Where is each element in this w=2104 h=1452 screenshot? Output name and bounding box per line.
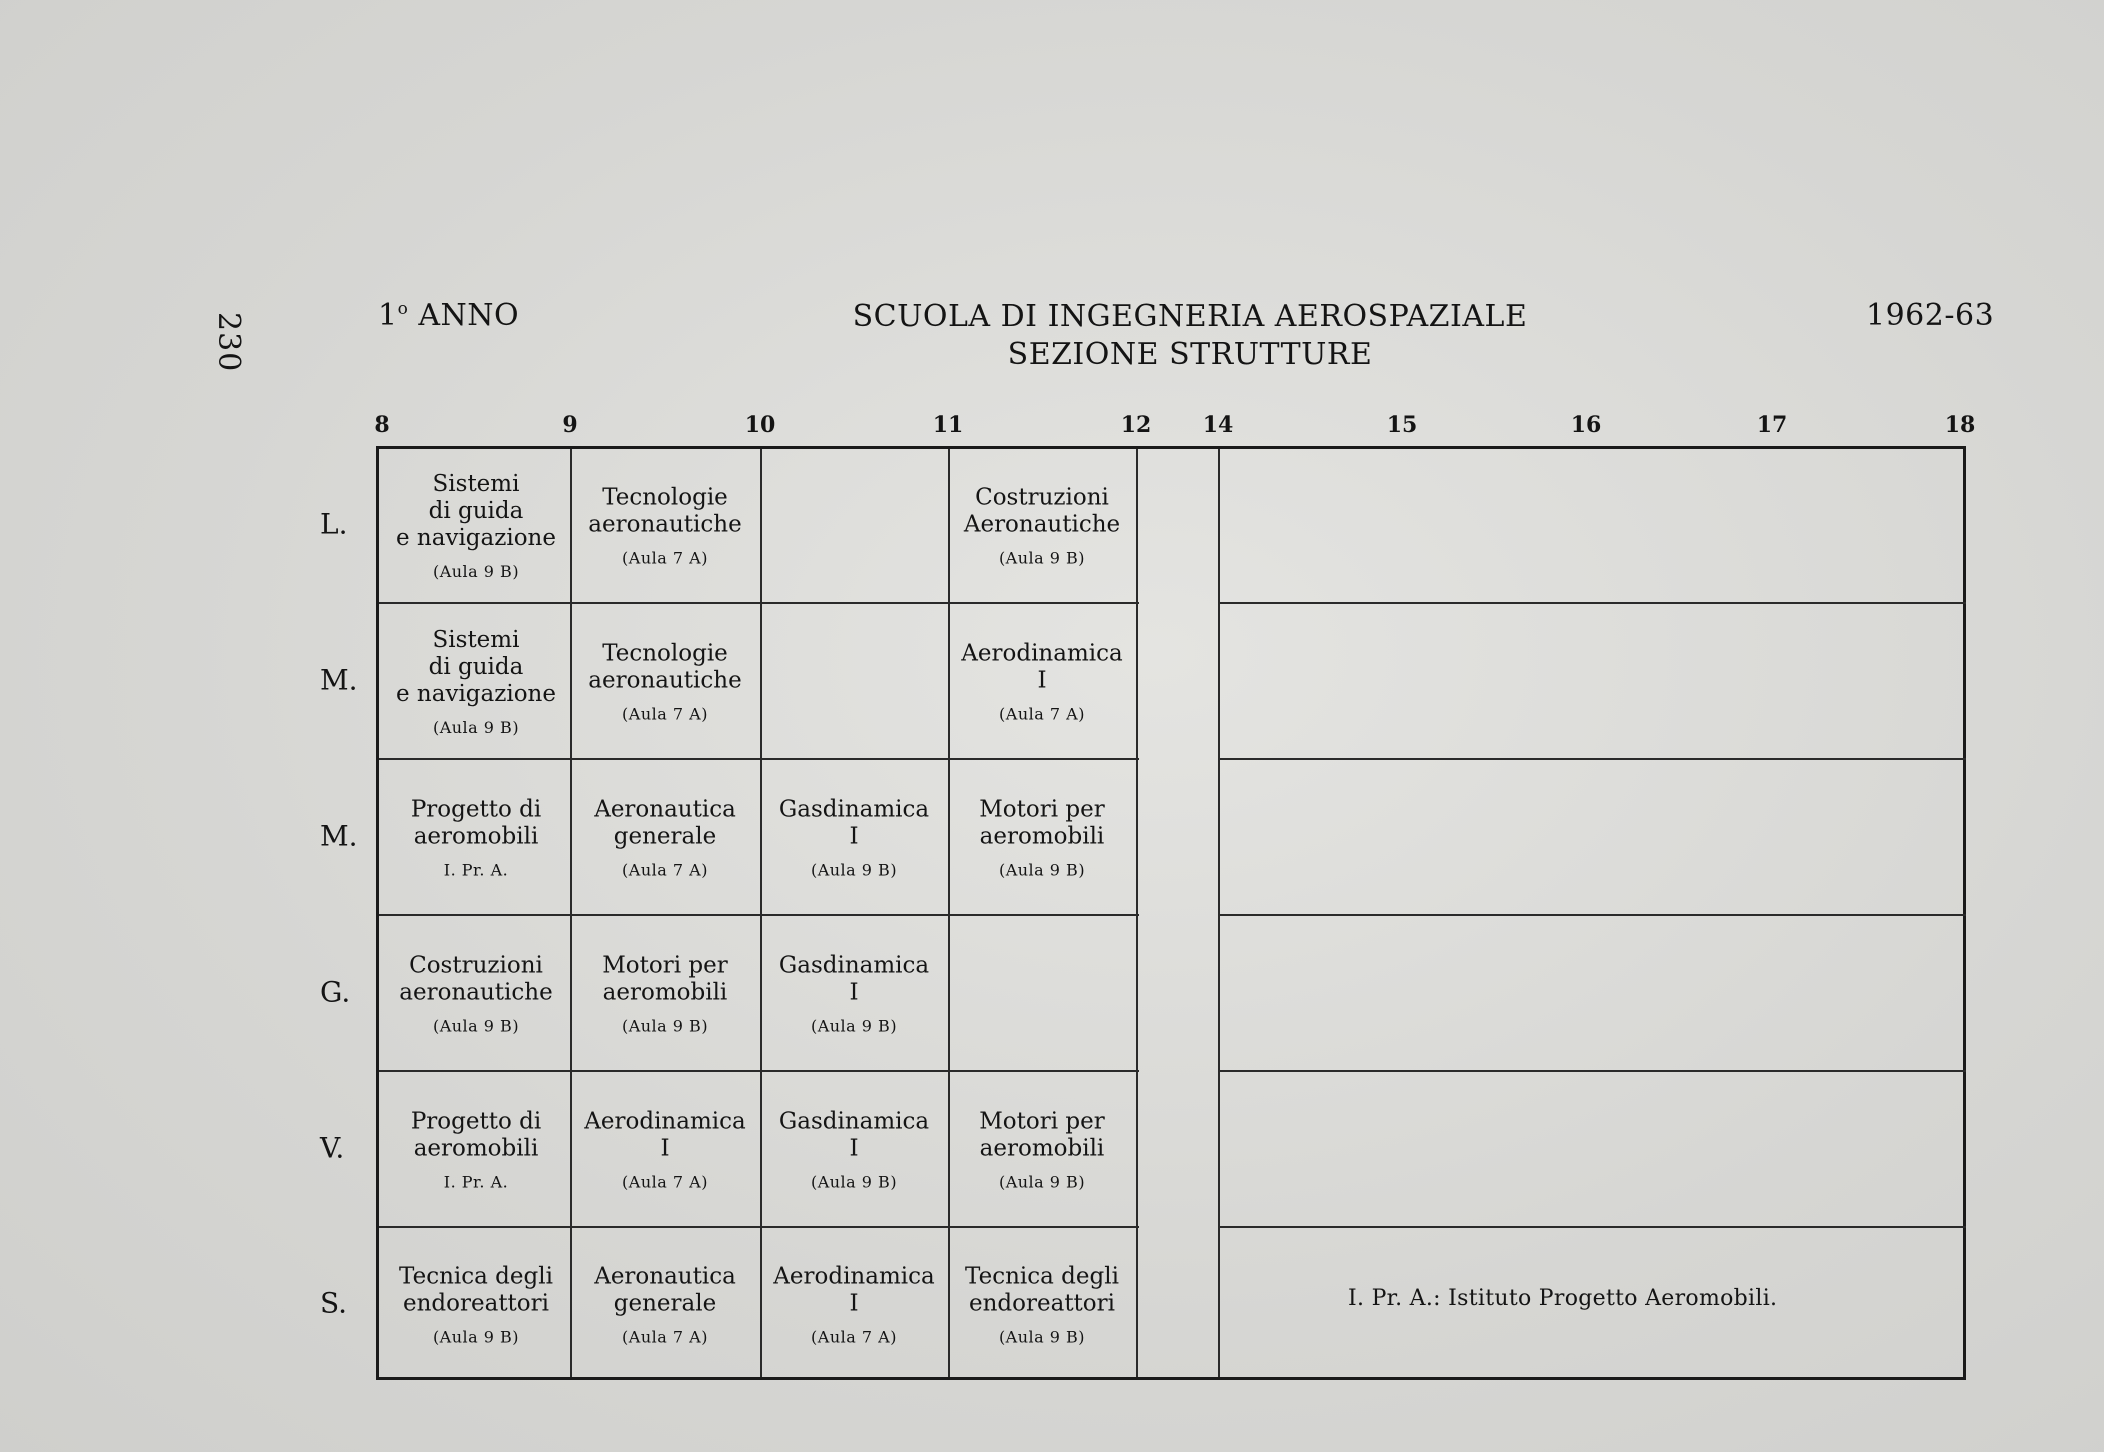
room-label: (Aula 9 B) [810,860,898,880]
hour-label: 18 [1944,412,1976,438]
course-name-line: Tecnologie [602,640,728,667]
course-cell [961,641,1122,728]
course-name-line: aeronautiche [588,667,742,694]
course-name-line: endoreattori [403,1290,549,1317]
course-name-line: di guida [428,498,524,524]
course-name-line: Costruzioni [409,952,543,979]
column-divider [570,449,572,1377]
day-label: V. [320,1131,345,1165]
room-label: (Aula 9 B) [432,1327,520,1347]
room-label: (Aula 7 A) [811,1327,897,1347]
column-divider [1218,449,1220,1377]
course-cell [399,1264,553,1351]
row-divider [379,1070,1139,1072]
course-cell [773,1264,934,1351]
room-label: I. Pr. A. [443,1172,509,1192]
course-name-line: Progetto di [410,1108,542,1135]
course-name-line: e navigazione [396,681,556,707]
room-label: (Aula 9 B) [998,1172,1086,1192]
room-label: (Aula 7 A) [622,860,708,880]
room-label: I. Pr. A. [443,860,509,880]
course-name-line: di guida [428,654,524,680]
course-cell [411,1109,541,1196]
course-name-line: Aeronautica [594,796,736,823]
timetable-grid [376,446,1966,1380]
day-label: S. [320,1286,348,1320]
course-cell [399,953,552,1040]
page-number: 230 [211,312,246,373]
course-name-line: Gasdinamica [778,952,930,979]
course-name-line: Sistemi [432,471,520,497]
column-divider [948,449,950,1377]
title-block [820,298,1560,374]
hour-scale [0,412,2104,448]
course-cell [594,1264,736,1351]
course-name-line: Tecnica degli [399,1263,553,1290]
legend-note: I. Pr. A.: Istituto Progetto Aeromobili. [1348,1286,1778,1311]
column-divider [760,449,762,1377]
course-name-line: generale [613,823,717,850]
hour-label: 15 [1386,412,1418,438]
row-divider [379,758,1139,760]
course-name-line: Aeronautica [594,1263,736,1290]
course-name-line: Progetto di [410,796,542,823]
course-name-line: aeromobili [413,1135,539,1162]
room-label: (Aula 7 A) [622,1172,708,1192]
room-label: (Aula 9 B) [998,1327,1086,1347]
room-label: (Aula 9 B) [998,548,1086,568]
course-name-line: aeronautiche [588,511,742,538]
course-name-line: Costruzioni [975,484,1109,511]
course-name-line: aeromobili [979,1135,1105,1162]
row-divider [1218,602,1966,604]
year-heading [378,298,519,333]
year-suffix: o [397,299,409,319]
course-cell [779,797,929,884]
school-title: SCUOLA DI INGEGNERIA AEROSPAZIALE [852,299,1528,334]
hour-label: 8 [374,412,390,438]
row-divider [1218,1070,1966,1072]
day-label: L. [320,507,348,541]
course-name-line: I [849,1135,859,1162]
room-label: (Aula 7 A) [622,1327,708,1347]
course-cell [979,797,1104,884]
hour-label: 16 [1570,412,1602,438]
row-divider [379,914,1139,916]
course-name-line: Motori per [979,796,1105,823]
course-name-line: Aerodinamica [961,640,1123,667]
course-cell [779,953,929,1040]
academic-year: 1962-63 [1866,298,1995,333]
hour-label: 10 [744,412,776,438]
year-number: 1 [378,298,398,333]
hour-label: 17 [1756,412,1788,438]
course-name-line: Gasdinamica [778,796,930,823]
course-cell [584,1109,745,1196]
course-name-line: aeromobili [602,979,728,1006]
course-cell [588,641,741,728]
year-label: ANNO [418,298,520,333]
course-cell [979,1109,1104,1196]
course-name-line: Tecnica degli [965,1263,1119,1290]
course-name-line: Tecnologie [602,484,728,511]
room-label: (Aula 9 B) [432,1016,520,1036]
course-cell [411,797,541,884]
row-divider [1218,914,1966,916]
course-name-line: Motori per [602,952,728,979]
course-cell [779,1109,929,1196]
room-label: (Aula 9 B) [810,1172,898,1192]
course-name-line: endoreattori [969,1290,1115,1317]
course-name-line: I [849,979,859,1006]
hour-label: 14 [1202,412,1234,438]
section-title: SEZIONE STRUTTURE [1007,337,1373,372]
day-label: M. [320,819,358,853]
hour-label: 12 [1120,412,1152,438]
course-name-line: Gasdinamica [778,1108,930,1135]
room-label: (Aula 9 B) [621,1016,709,1036]
course-name-line: Motori per [979,1108,1105,1135]
course-name-line: I [849,823,859,850]
room-label: (Aula 9 B) [998,860,1086,880]
row-divider [379,1226,1139,1228]
course-cell [588,485,741,572]
course-name-line: aeromobili [979,823,1105,850]
room-label: (Aula 7 A) [622,548,708,568]
course-cell [602,953,727,1040]
course-name-line: aeromobili [413,823,539,850]
course-cell [965,1264,1119,1351]
day-label: M. [320,663,358,697]
course-cell [964,485,1120,572]
room-label: (Aula 9 B) [432,718,520,737]
course-name-line: I [1037,667,1047,694]
row-divider [1218,758,1966,760]
room-label: (Aula 7 A) [622,704,708,724]
room-label: (Aula 7 A) [999,704,1085,724]
course-name-line: Aerodinamica [773,1263,935,1290]
course-cell [594,797,736,884]
day-label: G. [320,975,351,1009]
room-label: (Aula 9 B) [810,1016,898,1036]
course-cell [396,627,556,741]
course-name-line: Sistemi [432,627,520,653]
course-name-line: e navigazione [396,525,556,551]
course-name-line: I [849,1290,859,1317]
row-divider [379,602,1139,604]
course-name-line: aeronautiche [399,979,553,1006]
hour-label: 9 [562,412,578,438]
row-divider [1218,1226,1966,1228]
hour-label: 11 [932,412,964,438]
course-name-line: I [660,1135,670,1162]
course-name-line: Aeronautiche [963,511,1121,538]
course-name-line: Aerodinamica [584,1108,746,1135]
course-cell [396,471,556,585]
column-divider [1136,449,1138,1377]
room-label: (Aula 9 B) [432,562,520,581]
course-name-line: generale [613,1290,717,1317]
